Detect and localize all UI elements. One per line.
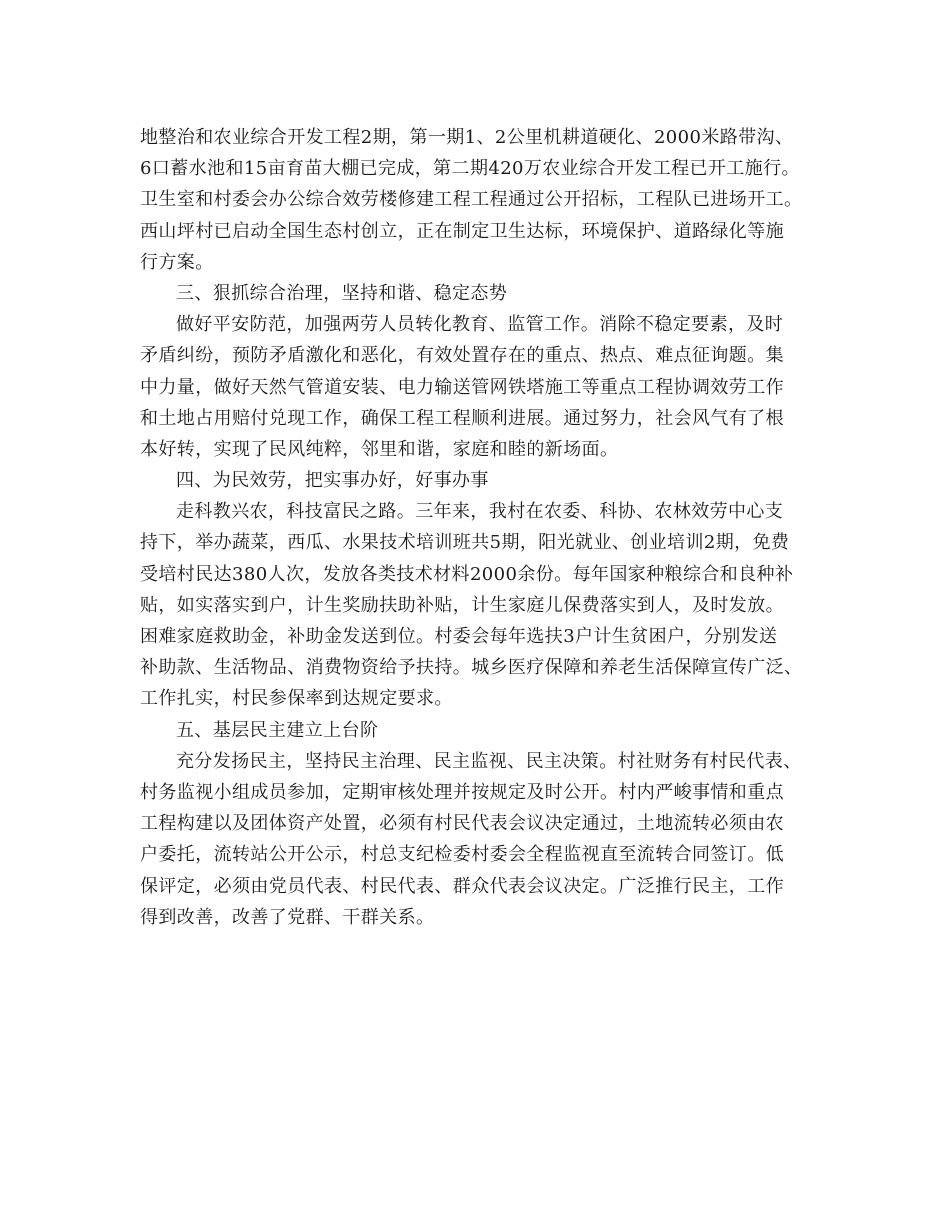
text-line: 补助款、生活物品、消费物资给予扶持。城乡医疗保障和养老生活保障宣传广泛、 [140,657,803,679]
text-line: 困难家庭救助金，补助金发送到位。村委会每年选扶3户计生贫困户，分别发送 [140,626,778,647]
text-line: 行方案。 [140,251,214,273]
text-line: 得到改善，改善了党群、干群关系。 [140,906,435,928]
paragraph-start-line: 走科教兴农，科技富民之路。三年来，我村在农委、科协、农林效劳中心支 [176,501,784,523]
paragraph-start-line: 三、狠抓综合治理，坚持和谐、稳定态势 [176,282,508,304]
document-body [140,122,820,933]
text-line: 矛盾纠纷，预防矛盾激化和恶化，有效处置存在的重点、热点、难点征询题。集 [140,345,784,367]
text-line: 贴，如实落实到户，计生奖励扶助补贴，计生家庭儿保费落实到人，及时发放。 [140,594,784,616]
text-line: 中力量，做好天然气管道安装、电力输送管网铁塔施工等重点工程协调效劳工作 [140,376,784,398]
text-line: 保评定，必须由党员代表、村民代表、群众代表会议决定。广泛推行民主，工作 [140,875,784,897]
paragraph-start-line: 五、基层民主建立上台阶 [176,719,379,741]
text-line: 户委托，流转站公开公示，村总支纪检委村委会全程监视直至流转合同签订。低 [140,844,784,866]
text-line: 6口蓄水池和15亩育苗大棚已完成，第二期420万农业综合开发工程已开工施行。 [140,158,800,180]
text-line: 工程构建以及团体资产处置，必须有村民代表会议决定通过，土地流转必须由农 [140,813,784,835]
text-line: 卫生室和村委会办公综合效劳楼修建工程工程通过公开招标，工程队已进场开工。 [140,189,803,211]
text-line: 工作扎实，村民参保率到达规定要求。 [140,688,453,710]
text-line: 地整治和农业综合开发工程2期，第一期1、2公里机耕道硬化、2000米路带沟、 [140,127,794,148]
paragraph-start-line: 充分发扬民主，坚持民主治理、民主监视、民主决策。村社财务有村民代表、 [176,750,802,772]
text-line: 受培村民达380人次，发放各类技术材料2000余份。每年国家种粮综合和良种补 [140,563,794,585]
text-line: 村务监视小组成员参加，定期审核处理并按规定及时公开。村内严峻事情和重点 [140,781,784,803]
text-line: 本好转，实现了民风纯粹，邻里和谐，家庭和睦的新场面。 [140,438,619,460]
paragraph-start-line: 做好平安防范，加强两劳人员转化教育、监管工作。消除不稳定要素，及时 [176,314,784,336]
text-line: 西山坪村已启动全国生态村创立，正在制定卫生达标，环境保护、道路绿化等施 [140,220,784,242]
paragraph-start-line: 四、为民效劳，把实事办好，好事办事 [176,470,489,492]
text-line: 持下，举办蔬菜，西瓜、水果技术培训班共5期，阳光就业、创业培训2期，免费 [140,532,790,554]
text-line: 和土地占用赔付兑现工作，确保工程工程顺利进展。通过努力，社会风气有了根 [140,407,784,429]
